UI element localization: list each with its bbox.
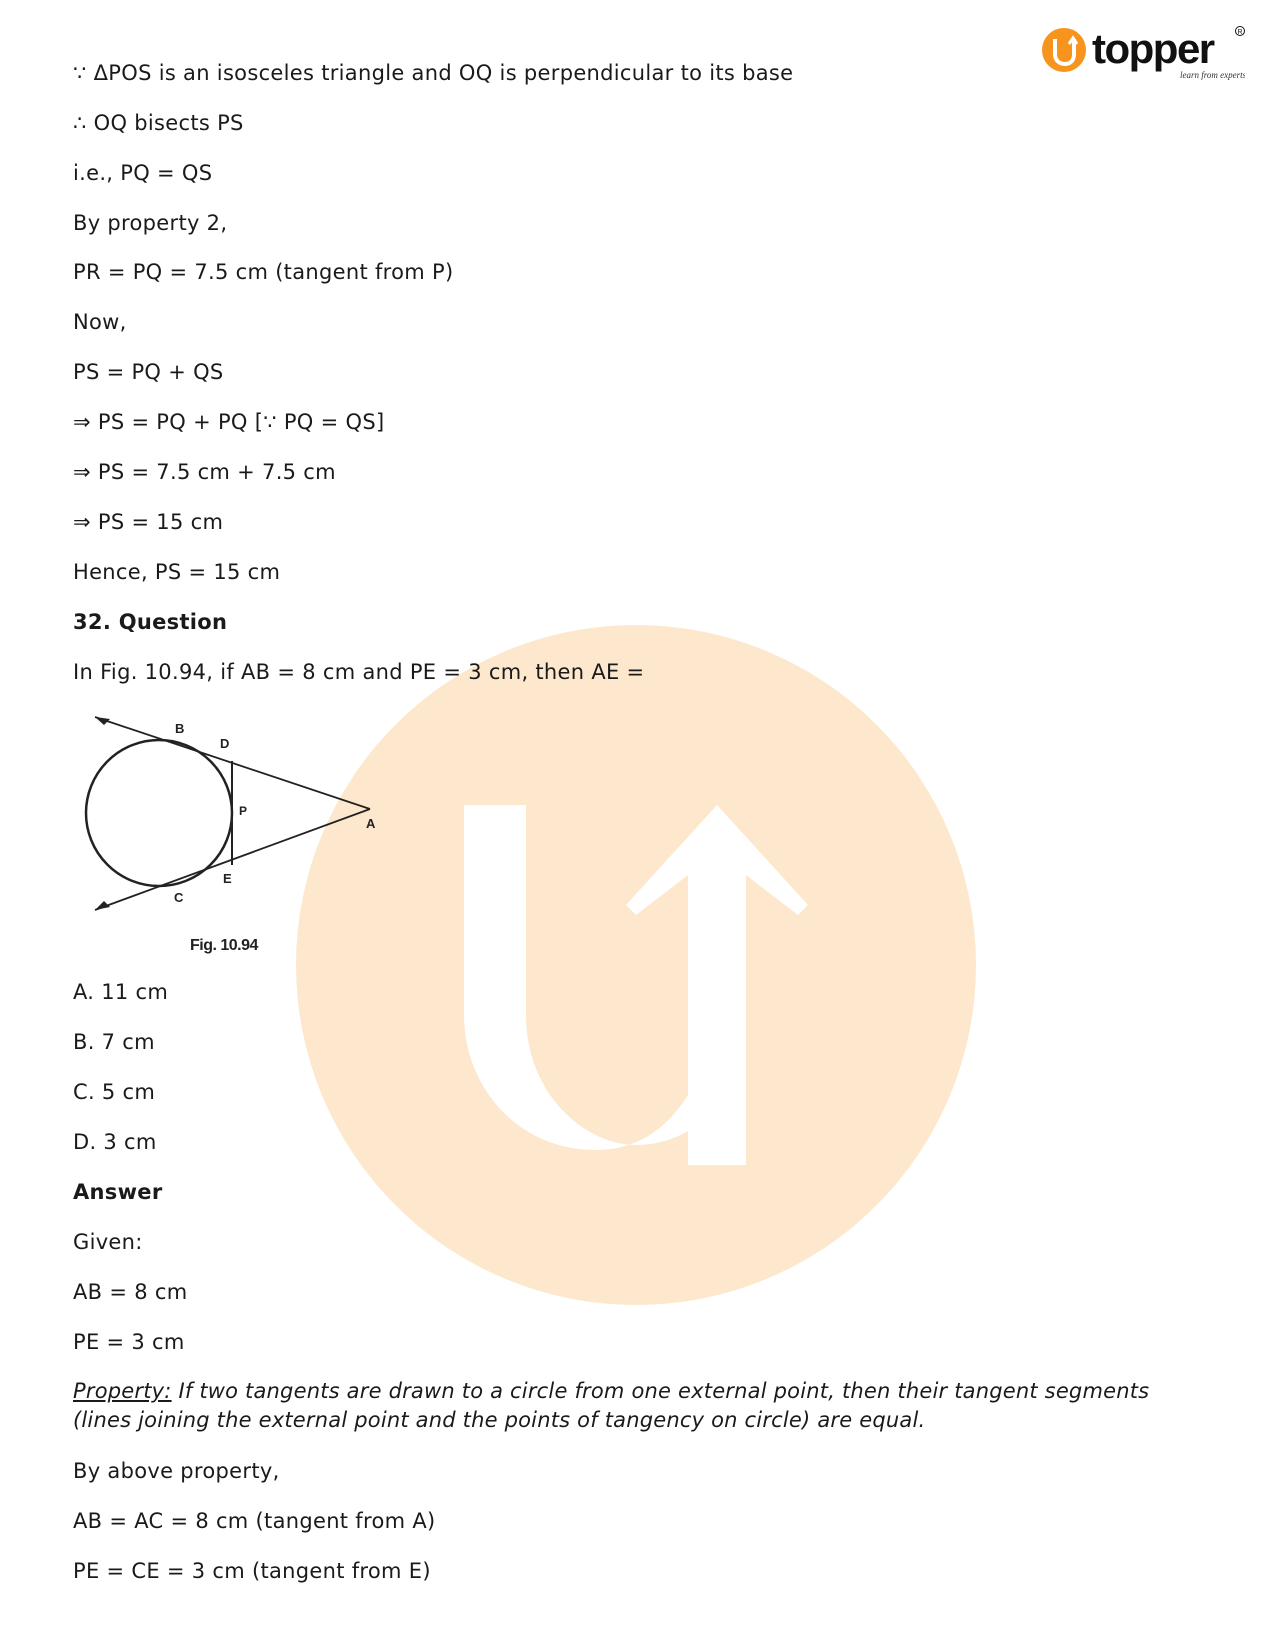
step-line: AB = AC = 8 cm (tangent from A) — [73, 1509, 436, 1533]
label-p: P — [239, 804, 248, 818]
arrowhead — [95, 901, 110, 910]
watermark-logo — [296, 625, 976, 1305]
figure-tangent-diagram — [80, 705, 380, 965]
answer-heading: Answer — [73, 1180, 163, 1204]
circle-shape — [86, 740, 232, 886]
text-line: By property 2, — [73, 211, 228, 235]
question-heading: 32. Question — [73, 610, 228, 634]
label-a: A — [366, 816, 376, 831]
question-text: In Fig. 10.94, if AB = 8 cm and PE = 3 cm, then AE = — [73, 660, 645, 684]
option-c: C. 5 cm — [73, 1080, 156, 1104]
label-d: D — [220, 736, 230, 751]
brand-logo — [1040, 24, 1245, 86]
property-paragraph — [73, 1377, 1203, 1435]
svg-text:R: R — [1237, 29, 1243, 36]
option-d: D. 3 cm — [73, 1130, 157, 1154]
step-line: By above property, — [73, 1459, 280, 1483]
label-b: B — [175, 721, 185, 736]
step-line: PE = CE = 3 cm (tangent from E) — [73, 1559, 431, 1583]
text-line: ∵ ΔPOS is an isosceles triangle and OQ is perpendicular to its base — [73, 61, 794, 85]
given-item: AB = 8 cm — [73, 1280, 188, 1304]
option-a: A. 11 cm — [73, 980, 169, 1004]
property-label: Property: — [73, 1379, 172, 1403]
text-line: PR = PQ = 7.5 cm (tangent from P) — [73, 260, 454, 284]
arrowhead — [95, 717, 110, 725]
given-label: Given: — [73, 1230, 143, 1254]
text-line: ⇒ PS = 15 cm — [73, 510, 224, 534]
text-line: PS = PQ + QS — [73, 360, 224, 384]
text-line: Hence, PS = 15 cm — [73, 560, 281, 584]
label-c: C — [174, 890, 184, 905]
figure-caption: Fig. 10.94 — [190, 937, 258, 954]
text-line: ⇒ PS = 7.5 cm + 7.5 cm — [73, 460, 336, 484]
label-e: E — [223, 871, 232, 886]
topper-logo-icon — [1040, 24, 1245, 86]
text-line: Now, — [73, 310, 127, 334]
given-item: PE = 3 cm — [73, 1330, 185, 1354]
text-line: ∴ OQ bisects PS — [73, 111, 244, 135]
logo-tagline: learn from experts — [1180, 70, 1245, 80]
text-line: i.e., PQ = QS — [73, 161, 213, 185]
property-text: If two tangents are drawn to a circle from one external point, then their tangent segments (lines joining the external point and the points of tangency on circle) are equal. — [73, 1379, 1150, 1432]
text-line: ⇒ PS = PQ + PQ [∵ PQ = QS] — [73, 410, 385, 434]
option-b: B. 7 cm — [73, 1030, 155, 1054]
logo-text: topper — [1092, 25, 1214, 72]
